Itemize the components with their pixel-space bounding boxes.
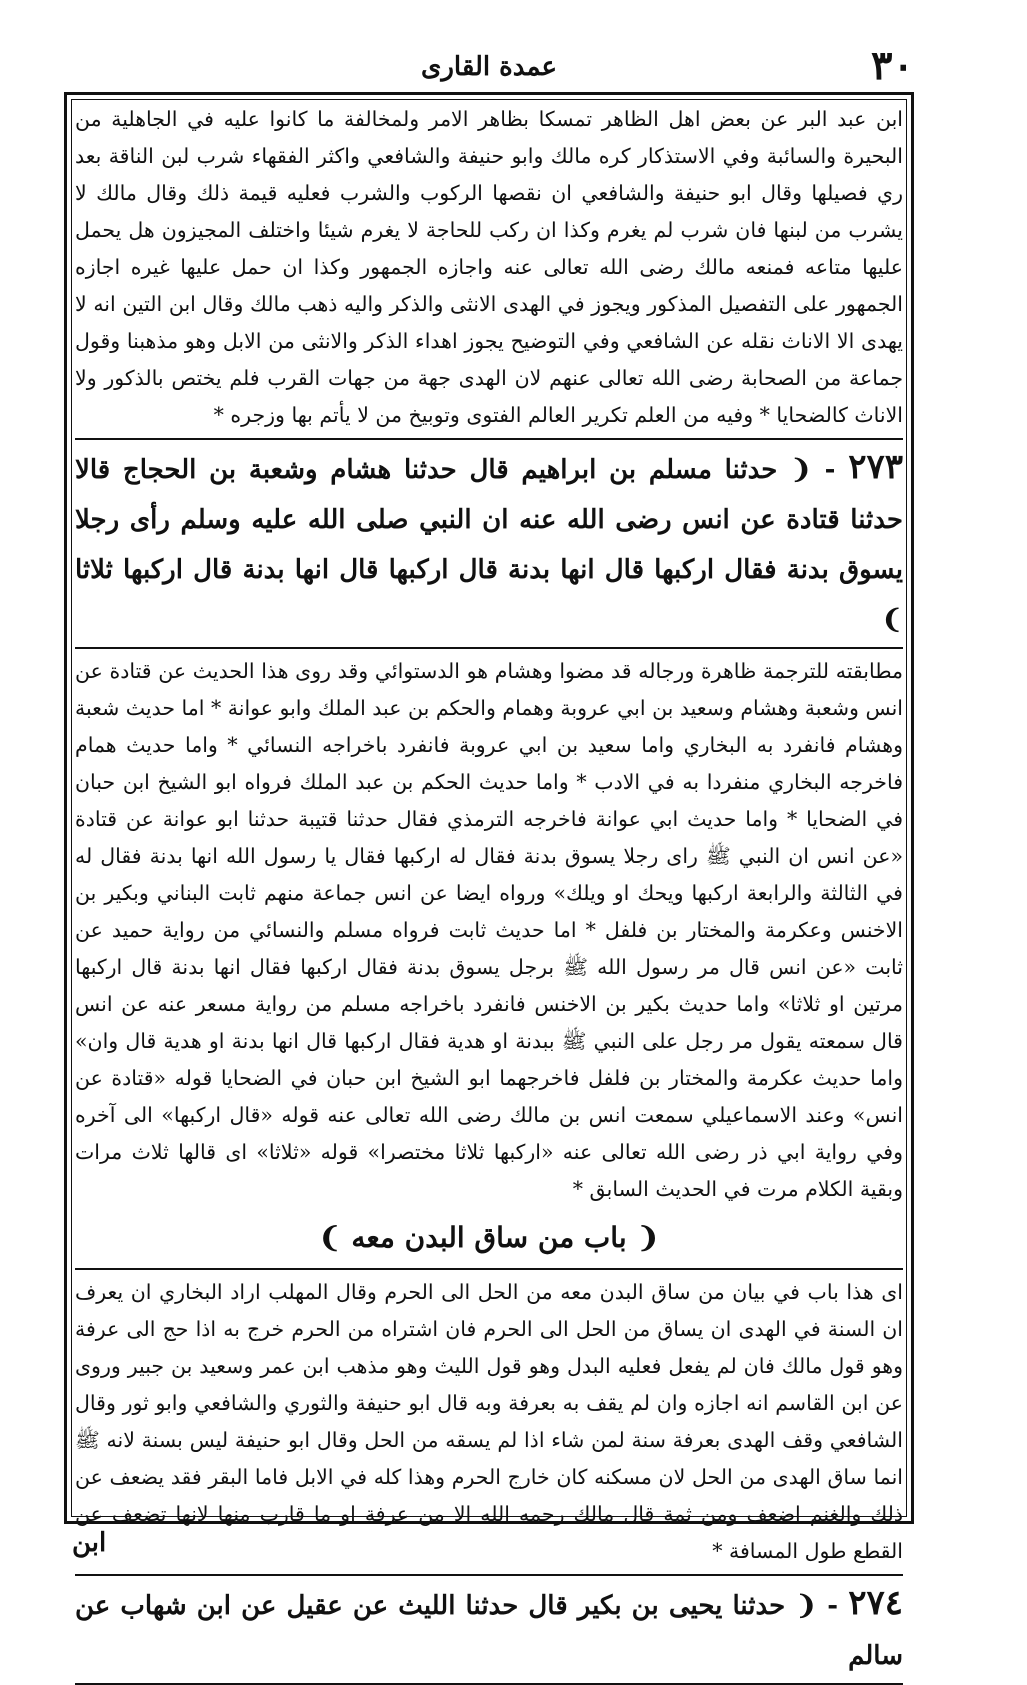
chapter-heading-text: باب من ساق البدن معه xyxy=(351,1221,627,1254)
footer-catchword: ابن xyxy=(72,1528,107,1558)
hadith-number-274: ٢٧٤ xyxy=(848,1583,904,1623)
hadith-text-273 xyxy=(75,442,903,645)
hadith-body-273: حدثنا مسلم بن ابراهيم قال حدثنا هشام وشعبة بن الحجاج قالا حدثنا قتادة عن انس رضى الله عنه ان النبي صلى الله عليه وسلم رأى رجلا يسوق بدنة فقال اركبها قال انها بدنة قال اركبها قال انها بدنة قال اركبها ثلاثا xyxy=(75,455,903,585)
commentary-paragraph-3: اى هذا باب في بيان من ساق البدن معه من الحل الى الحرم وقال المهلب اراد البخاري ان يعرف ان السنة في الهدى ان يساق من الحل الى الحرم فان اشتراه من الحرم خرج به اذا حج الى عرفة وهو قول مالك فان لم يفعل فعليه البدل وهو قول الليث وهو مذهب ابن عمر وسعيد بن جبير وروى عن ابن القاسم انه اجازه وان لم يقف به بعرفة وبه قال ابو حنيفة والثوري والشافعي وابو ثور وقال الشافعي وقف الهدى بعرفة سنة لمن شاء اذا لم يسقه من الحل وقال ابو حنيفة ليس بسنة لانه ﷺ انما ساق الهدى من الحل لان مسكنه كان خارج الحرم وهذا كله في الابل فاما البقر فقد يضعف عن ذلك والغنم اضعف ومن ثمة قال مالك رحمه الله الا من عرفة او ما قارب منها لانها تضعف عن القطع طول المسافة * xyxy=(75,1280,903,1563)
chapter-heading xyxy=(75,1208,903,1270)
text-frame xyxy=(64,92,914,1671)
hadith-block-273 xyxy=(75,438,903,649)
commentary-paragraph-1: ابن عبد البر عن بعض اهل الظاهر تمسكا بظاهر الامر ولمخالفة ما كانوا عليه في الجاهلية من البحيرة والسائبة وفي الاستذكار كره مالك وابو حنيفة والشافعي واكثر الفقهاء شرب لبن الناقة بعد ري فصيلها وقال ابو حنيفة والشافعي ان نقصها الركوب والشرب فعليه قيمة ذلك وقال مالك لا يشرب من لبنها فان شرب لم يغرم وكذا ان ركب للحاجة لا يغرم شيئا واختلف المجيزون هل يحمل عليها متاعه فمنعه مالك رضى الله تعالى عنه واجازه الجمهور وكذا ان حمل عليها غيره اجازه الجمهور على التفصيل المذكور ويجوز في الهدى الانثى والذكر واليه ذهب مالك وقال ابن التين انه لا يهدى الا الاناث نقله عن الشافعي وفي التوضيح يجوز اهداء الذكر والانثى من الابل وهو مذهبنا وقول جماعة من الصحابة رضى الله تعالى عنهم لان الهدى جهة من جهات القرب فلم يختص بالذكور ولا الاناث كالضحايا * وفيه من العلم تكرير العالم الفتوى وتوبيخ من لا يأتم بها وزجره * xyxy=(75,107,903,427)
hadith-block-274 xyxy=(75,1574,903,1685)
heading-close-ornament-icon: ❩ xyxy=(318,1221,342,1254)
running-title: عمدة القاری xyxy=(421,52,557,82)
page-body xyxy=(75,101,904,1671)
hadith-arrow-icon: - ❨ xyxy=(785,1591,839,1621)
page-header xyxy=(64,42,914,89)
heading-open-ornament-icon: ❨ xyxy=(626,1221,660,1254)
hadith-body-274: حدثنا يحيى بن بكير قال حدثنا الليث عن عقيل عن ابن شهاب عن سالم xyxy=(75,1591,903,1671)
hadith-end-icon: ❩ xyxy=(881,605,903,635)
commentary-paragraph-2: مطابقته للترجمة ظاهرة ورجاله قد مضوا وهشام هو الدستوائي وقد روى هذا الحديث عن قتادة عن انس وشعبة وهشام وسعيد بن ابي عروبة وهمام والحكم بن عبد الملك وابو عوانة * اما حديث شعبة وهشام فانفرد به البخاري واما سعيد بن ابي عروبة فانفرد باخراجه النسائي * واما حديث همام فاخرجه البخاري منفردا به في الادب * واما حديث الحكم بن عبد الملك فرواه ابو الشيخ ابن حبان في الضحايا * واما حديث ابي عوانة فاخرجه الترمذي فقال حدثنا قتيبة حدثنا ابو عوانة عن قتادة «عن انس ان النبي ﷺ راى رجلا يسوق بدنة فقال له اركبها فقال يا رسول الله انها بدنة فقال له في الثالثة والرابعة اركبها ويحك او ويلك» ورواه ايضا عن انس جماعة منهم ثابت البناني وبكير بن الاخنس وعكرمة والمختار بن فلفل * اما حديث ثابت فرواه مسلم والنسائي من رواية حميد عن ثابت «عن انس قال مر رسول الله ﷺ برجل يسوق بدنة فقال اركبها فقال انها بدنة قال اركبها مرتين او ثلاثا» واما حديث بكير بن الاخنس فانفرد باخراجه مسلم من رواية مسعر عنه عن انس قال سمعته يقول مر رجل على النبي ﷺ ببدنة او هدية فقال اركبها قال انها بدنة او هدية قال وان» واما حديث عكرمة والمختار بن فلفل فاخرجهما ابو الشيخ ابن حبان في الضحايا قوله «قتادة عن انس» وعند الاسماعيلي سمعت انس بن مالك رضى الله تعالى عنه قوله «قال اركبها» الى آخره وفي رواية ابي ذر رضى الله تعالى عنه «اركبها ثلاثا مختصرا» قوله «ثلاثا» اى قالها ثلاث مرات وبقية الكلام مرت في الحديث السابق * xyxy=(75,659,903,1201)
hadith-text-274 xyxy=(75,1578,903,1681)
hadith-number-273: ٢٧٣ xyxy=(848,447,903,487)
hadith-arrow-icon: - ❨ xyxy=(777,455,836,485)
page-number: ۳۰ xyxy=(871,42,914,89)
